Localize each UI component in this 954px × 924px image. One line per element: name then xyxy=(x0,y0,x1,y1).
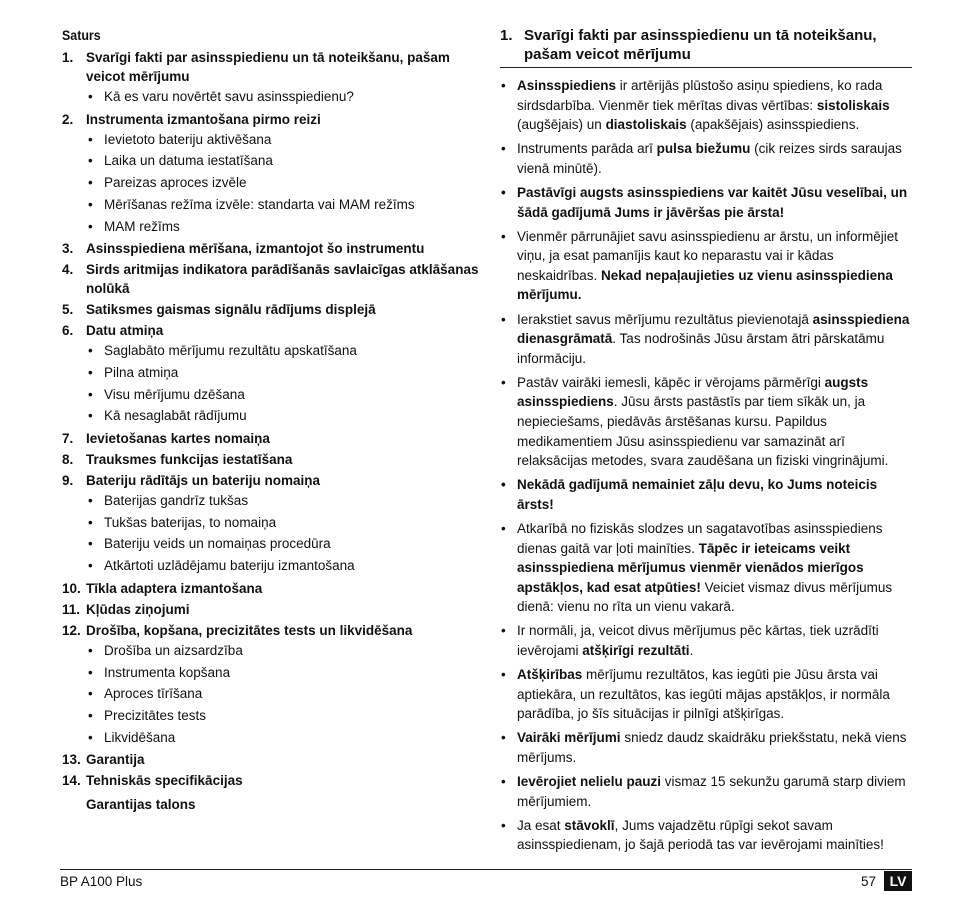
section-bullet xyxy=(500,373,912,471)
section-bullet xyxy=(500,183,912,222)
bullet-bold-text: Vairāki mērījumi xyxy=(517,730,621,746)
section-bullet xyxy=(500,621,912,660)
bullet-text: , Jums vajadzētu rūpīgi sekot savam asinsspiedienam, jo šajā periodā tas var ievērojami mainīties! xyxy=(517,817,884,853)
bullet-bold-text: Nekad nepaļaujieties uz vienu asinsspiediena mērījumu. xyxy=(517,267,893,303)
section-bullet xyxy=(500,519,912,617)
toc-subitems xyxy=(62,640,482,749)
toc-item-number: 13. xyxy=(62,752,81,768)
section-heading xyxy=(500,26,912,68)
toc-subitem[interactable]: • Tukšas baterijas, to nomaiņa xyxy=(62,512,482,534)
bullet-text: Ir normāli, ja, veicot divus mērījumus pēc kārtas, tiek uzrādīti ievērojami xyxy=(517,623,879,659)
bullet-bold-text: Ievērojiet nelielu pauzi xyxy=(517,774,662,790)
toc-item-title: Datu atmiņa xyxy=(86,323,164,339)
toc-item-number: 4. xyxy=(62,262,74,278)
bullet-bold-text: sistoliskais xyxy=(816,97,890,113)
bullet-text: Instruments parāda arī xyxy=(517,141,657,157)
toc-item-title: Instrumenta izmantošana pirmo reizi xyxy=(86,111,321,127)
bullet-bold-text: Asinsspiediens xyxy=(517,78,617,93)
bullet-bold-text: Atšķirības xyxy=(517,667,583,683)
toc-subitems xyxy=(62,86,482,108)
toc-subitem[interactable]: • Ievietoto bateriju aktivēšana xyxy=(62,129,482,151)
section-bullet xyxy=(500,728,912,767)
section-bullet xyxy=(500,772,912,811)
bullet-text: . Jūsu ārsts pastāstīs par tiem sīkāk un, ja nepieciešams, piedāvās ārstēšanas kursu. Papildus medikamentiem Jūsu asinsspiedienu var samazināt arī relaksācijas metodes, svara zaudēšana un fiziski vingrinājumi. xyxy=(517,394,889,469)
bullet-text: (cik reizes sirds saraujas vienā minūtē). xyxy=(517,141,902,176)
toc-item[interactable] xyxy=(62,321,482,340)
toc-extra-item: Garantijas talons xyxy=(86,797,196,813)
toc-subitem[interactable]: • Kā nesaglabāt rādījumu xyxy=(62,405,482,427)
toc-item[interactable] xyxy=(62,450,482,469)
toc-item[interactable] xyxy=(62,600,482,619)
toc-subitems xyxy=(62,490,482,577)
section-bullets xyxy=(500,76,912,855)
section-1 xyxy=(500,26,912,859)
toc-subitem[interactable]: • Instrumenta kopšana xyxy=(62,662,482,684)
bullet-text: Pastāv vairāki iemesli, kāpēc ir vērojams pārmērīgi xyxy=(517,374,825,390)
bullet-bold-text: Pastāvīgi augsts asinsspiediens var kaitēt Jūsu veselībai, un šādā gadījumā Jums ir jāvēršas pie ārsta! xyxy=(517,184,908,220)
toc-item-number: 2. xyxy=(62,111,74,127)
bullet-text: Ja esat xyxy=(517,817,565,833)
toc-item[interactable] xyxy=(62,471,482,490)
toc-item-title: Kļūdas ziņojumi xyxy=(86,601,190,617)
toc-item-title: Satiksmes gaismas signālu rādījums displejā xyxy=(86,302,376,318)
section-bullet xyxy=(500,310,912,369)
toc-item-number: 7. xyxy=(62,431,74,447)
toc-item[interactable] xyxy=(62,429,482,448)
toc-item-title: Tīkla adaptera izmantošana xyxy=(86,580,263,596)
toc-heading: Saturs xyxy=(62,28,101,43)
bullet-text: Veiciet vismaz divus mērījumus dienā: vienu no rīta un vienu vakarā. xyxy=(517,579,893,615)
bullet-bold-text: asinsspiediena dienasgrāmatā xyxy=(517,311,910,347)
section-bullet xyxy=(500,475,912,514)
bullet-text: mērījumu rezultātos, kas iegūti pie Jūsu ārsta vai aptiekāra, un rezultātos, kas iegūti mājas apstākļos, ir normāla parādība, jo šīs situācijas ir pilnīgi atšķirīgas. xyxy=(517,667,890,722)
section-bullet xyxy=(500,816,912,855)
bullet-bold-text: Nekādā gadījumā nemainiet zāļu devu, ko Jums noteicis ārsts! xyxy=(517,477,878,512)
page-footer xyxy=(60,869,912,894)
toc-item[interactable] xyxy=(62,579,482,598)
toc-item[interactable] xyxy=(62,300,482,319)
toc-item-title: Svarīgi fakti par asinsspiedienu un tā noteikšanu, pašam veicot mērījumu xyxy=(86,50,450,84)
bullet-text: . xyxy=(689,643,694,659)
toc-item[interactable] xyxy=(62,750,482,769)
bullet-text: . Tas nodrošinās Jūsu ārstam ātri pārskatāmu informāciju. xyxy=(517,331,885,366)
section-bullet xyxy=(500,76,912,135)
toc-item-title: Trauksmes funkcijas iestatīšana xyxy=(86,452,293,468)
bullet-text: (augšējais) un xyxy=(517,117,606,133)
toc-subitem[interactable]: • Kā es varu novērtēt savu asinsspiedienu? xyxy=(62,86,482,108)
section-number: 1. xyxy=(500,27,513,44)
toc-item-title: Tehniskās specifikācijas xyxy=(86,773,243,789)
toc-item[interactable] xyxy=(62,771,482,790)
toc-item[interactable] xyxy=(62,48,482,86)
toc-item-title: Bateriju rādītājs un bateriju nomaiņa xyxy=(86,473,321,489)
bullet-bold-text: diastoliskais xyxy=(605,117,687,133)
toc-item-number: 14. xyxy=(62,773,81,789)
toc-subitem[interactable]: • Pilna atmiņa xyxy=(62,362,482,384)
toc-list xyxy=(62,48,482,790)
bullet-bold-text: augsts asinsspiediens xyxy=(517,374,869,410)
toc-item-number: 10. xyxy=(62,580,81,596)
toc-item-number: 6. xyxy=(62,323,74,339)
toc-item[interactable] xyxy=(62,260,482,298)
section-title: Svarīgi fakti par asinsspiedienu un tā noteikšanu, pašam veicot mērījumu xyxy=(524,27,877,63)
toc-item-number: 12. xyxy=(62,622,81,638)
bullet-text: ir artērijās plūstošo asiņu spiediens, ko rada sirdsdarbība. Vienmēr tiek mērītas divas vērtības: xyxy=(517,78,883,113)
toc-subitem[interactable]: • Laika un datuma iestatīšana xyxy=(62,150,482,172)
toc-item[interactable] xyxy=(62,239,482,258)
bullet-text: Atkarībā no fiziskās slodzes un sagatavotības asinsspiediens dienas gaitā var ļoti mainīties. xyxy=(517,520,883,556)
toc-item-title: Ievietošanas kartes nomaiņa xyxy=(86,431,270,447)
toc-item-title: Sirds aritmijas indikatora parādīšanās savlaicīgas atklāšanas nolūkā xyxy=(86,262,479,297)
toc-subitem[interactable]: • Precizitātes tests xyxy=(62,705,482,727)
bullet-text: sniedz daudz skaidrāku priekšstatu, nekā viens mērījums. xyxy=(517,730,907,765)
toc-subitem[interactable]: • Baterijas gandrīz tukšas xyxy=(62,490,482,512)
toc-item-number: 5. xyxy=(62,302,74,318)
toc-subitem[interactable]: • Likvidēšana xyxy=(62,727,482,749)
section-bullet xyxy=(500,139,912,178)
bullet-text: (apakšējais) asinsspiediens. xyxy=(686,117,860,133)
toc-item-title: Asinsspiediena mērīšana, izmantojot šo instrumentu xyxy=(86,241,425,257)
page-number: 57 xyxy=(860,874,876,889)
toc-subitems xyxy=(62,340,482,427)
bullet-text: Ierakstiet savus mērījumu rezultātus pievienotajā xyxy=(517,311,813,327)
bullet-bold-text: stāvoklī xyxy=(564,817,615,833)
toc-item-title: Garantija xyxy=(86,752,145,768)
bullet-text: vismaz 15 sekunžu garumā starp diviem mērījumiem. xyxy=(517,774,906,809)
toc-subitem[interactable]: • Bateriju veids un nomaiņas procedūra xyxy=(62,533,482,555)
footer-model: BP A100 Plus xyxy=(60,874,143,889)
toc-subitem[interactable]: • Saglabāto mērījumu rezultātu apskatīšana xyxy=(62,340,482,362)
section-bullet xyxy=(500,227,912,305)
toc-subitem[interactable]: • Visu mērījumu dzēšana xyxy=(62,384,482,406)
toc-subitems xyxy=(62,129,482,238)
bullet-text: Vienmēr pārrunājiet savu asinsspiedienu ar ārstu, un informējiet viņu, ja esat pamanījis kaut ko neparastu vai ir kādas neskaidrības. xyxy=(517,228,898,283)
toc-subitem[interactable]: • MAM režīms xyxy=(62,216,482,238)
toc-item[interactable] xyxy=(62,110,482,129)
bullet-bold-text: atšķirīgi rezultāti xyxy=(582,643,690,659)
table-of-contents xyxy=(62,26,482,814)
toc-item-number: 1. xyxy=(62,50,74,65)
toc-subitem[interactable]: • Aproces tīrīšana xyxy=(62,683,482,705)
language-badge: LV xyxy=(884,871,912,891)
toc-item-title: Drošība, kopšana, precizitātes tests un likvidēšana xyxy=(86,622,413,638)
toc-item-number: 8. xyxy=(62,452,74,468)
bullet-bold-text: pulsa biežumu xyxy=(656,141,751,157)
toc-item-number: 3. xyxy=(62,241,74,257)
toc-subitem[interactable]: • Drošība un aizsardzība xyxy=(62,640,482,662)
bullet-bold-text: Tāpēc ir ieteicams veikt asinsspiediena mērījumus vienmēr vienādos mierīgos apstākļos, kad esat atpūties! xyxy=(517,540,864,595)
toc-subitem[interactable]: • Atkārtoti uzlādējamu bateriju izmantošana xyxy=(62,555,482,577)
toc-item-number: 9. xyxy=(62,473,74,489)
toc-item[interactable] xyxy=(62,621,482,640)
toc-subitem[interactable]: • Pareizas aproces izvēle xyxy=(62,172,482,194)
section-bullet xyxy=(500,665,912,724)
toc-subitem[interactable]: • Mērīšanas režīma izvēle: standarta vai MAM režīms xyxy=(62,194,482,216)
toc-item-number: 11. xyxy=(62,601,81,617)
